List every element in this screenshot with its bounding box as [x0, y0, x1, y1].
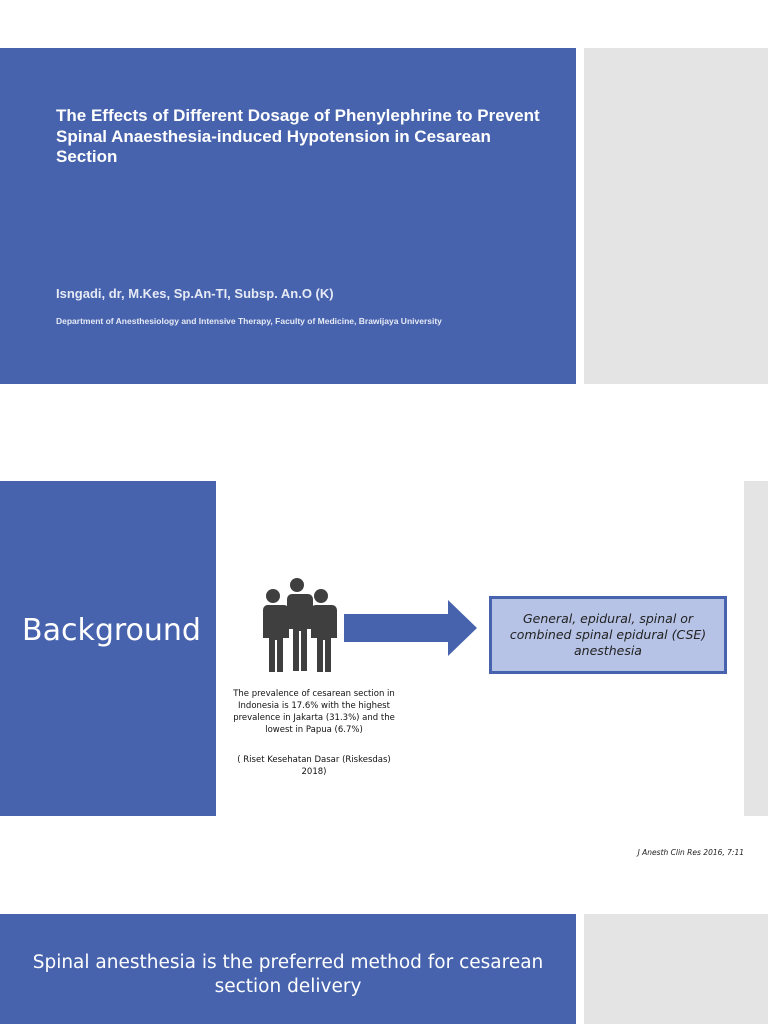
slide1-department: Department of Anesthesiology and Intensive Therapy, Faculty of Medicine, Brawijaya University [56, 316, 442, 326]
slide2-heading: Background [22, 613, 201, 648]
citation-text: J Anesth Clin Res 2016, 7:11 [637, 848, 744, 857]
anesthesia-types-box [489, 596, 727, 674]
slide1-side-panel [584, 48, 768, 384]
anesthesia-types-text: General, epidural, spinal or combined spinal epidural (CSE) anesthesia [509, 611, 707, 658]
right-arrow-icon [344, 598, 478, 658]
slide3-heading: Spinal anesthesia is the preferred method for cesarean section delivery [32, 952, 544, 997]
people-group-icon [258, 576, 338, 674]
slide1-title-panel [0, 48, 576, 384]
slide2-side-panel [744, 481, 768, 816]
slide1-title: The Effects of Different Dosage of Phenylephrine to Prevent Spinal Anaesthesia-induced Hypotension in Cesarean Section [56, 106, 540, 166]
prevalence-text: The prevalence of cesarean section in Indonesia is 17.6% with the highest prevalence in Jakarta (31.3%) and the lowest in Papua (6.7%) [233, 689, 395, 735]
slide3-side-panel [584, 914, 768, 1024]
slide1-author: Isngadi, dr, M.Kes, Sp.An-TI, Subsp. An.O (K) [56, 286, 334, 301]
source-text: ( Riset Kesehatan Dasar (Riskesdas) 2018) [237, 755, 391, 777]
